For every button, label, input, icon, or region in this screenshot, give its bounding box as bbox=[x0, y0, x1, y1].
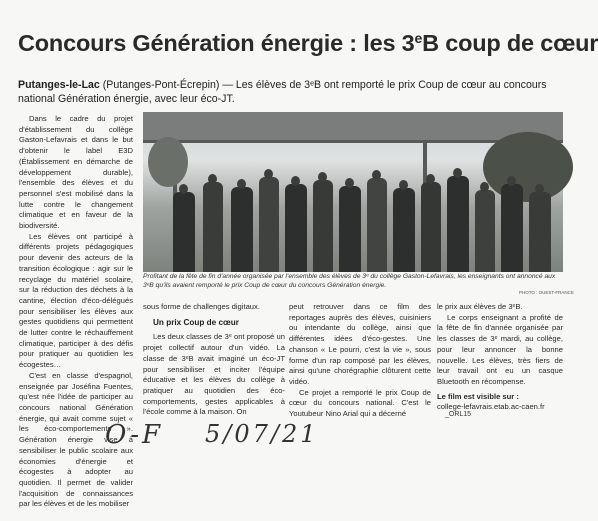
headline-text: Concours Génération énergie : les 3 bbox=[18, 30, 415, 56]
paragraph: le prix aux élèves de 3ᵉB. bbox=[437, 302, 523, 311]
handwritten-date: 5/07/21 bbox=[205, 420, 319, 448]
headline-text-end: B coup de cœur bbox=[422, 30, 598, 56]
lede-text: — Les élèves de 3ᵉB ont remporté le prix Coup de cœur au concours national Génération énergie, avec leur éco-JT. bbox=[18, 79, 547, 105]
film-url: college-lefavrais.etab.ac-caen.fr bbox=[437, 402, 545, 412]
paragraph: Les élèves ont participé à différents projets pédagogiques pour devenir des acteurs de la transition écologique : agir sur le recyclage du matériel scolaire, sur la réduction des déchets à la cantine, élection d'éco-délégués pour sensibiliser les élèves aux gestes quotidiens qui permettent de lutter contre le réchauffement climatique, participer à des défis pour pratiquer au quotidien les écogestes… bbox=[19, 231, 133, 370]
paragraph: Dans le cadre du projet d'établissement du collège Gaston-Lefavrais et dans le but d'obtenir le label E3D (Établissement en démarche de développement durable), l'ensemble des élèves et du personnel s'est mobilisé dans la lutte contre le changement climatique et en faveur de la biodiversité. bbox=[19, 114, 133, 231]
section-subheading: Un prix Coup de cœur bbox=[153, 317, 239, 327]
paragraph: Le corps enseignant a profité de la fête de fin d'année organisée par les classes de 3ᵉ mardi, au collège, pour leur annoncer la bonne nouvelle. Les élèves, très fiers de leur travail ont eu un casque Bluetooth en récompense. bbox=[437, 312, 563, 386]
film-label: Le film est visible sur : bbox=[437, 391, 519, 401]
article-column-2 bbox=[143, 302, 285, 418]
paragraph: peut retrouver dans ce film des reportages auprès des élèves, cuisiniers ou intendante du collège, ainsi que différentes idées d'éco-gestes. Une chanson « Le pourri, c'est la vie », sous forme d'un rap composé par les élèves, ainsi qu'une chorégraphie clôturent cette vidéo. bbox=[289, 302, 431, 386]
reference-code: _ORL15 bbox=[445, 411, 472, 418]
photo-credit: PHOTO : OUEST-FRANCE bbox=[519, 290, 574, 295]
headline-superscript: e bbox=[414, 30, 423, 46]
paragraph: Les deux classes de 3ᵉ ont proposé un projet collectif autour d'un vidéo. La classe de 3ᵉB avait imaginé un éco-JT pour sensibiliser et inciter l'équipe éducative et les élèves du collège à pratiquer au quotidien des éco-comportements, gestes applicables à l'école comme à la maison. On bbox=[143, 332, 285, 417]
photo-caption: Profitant de la fête de fin d'année organisée par l'ensemble des élèves de 3ᵉ du collège Gaston-Lefavrais, les enseignants ont annoncé aux 3ᵉB qu'ils avaient remporté le prix Coup de cœur du concours Génération énergie. bbox=[143, 273, 556, 289]
dateline-place: Putanges-le-Lac bbox=[18, 79, 100, 91]
article-column-3 bbox=[289, 302, 431, 420]
paragraph: Ce projet a remporté le prix Coup de cœur du concours national. C'est le Youtubeur Nino Arial qui a décerné bbox=[289, 387, 431, 419]
dateline-parens: (Putanges-Pont-Écrepin) bbox=[102, 79, 220, 91]
handwritten-source: O-F bbox=[105, 420, 164, 450]
article-column-4 bbox=[437, 302, 563, 413]
paragraph: sous forme de challenges digitaux. bbox=[143, 302, 260, 311]
article-lede bbox=[18, 78, 563, 106]
paragraph: C'est en classe d'espagnol, enseignée par Joséfina Fuentes, qu'est née l'idée de participer au concours national Génération énergie, qui avait comme sujet « les éco-comportements ». Génération énergie vise à sensibiliser le public scolaire aux économies d'énergie et écogestes à adopter au quotidien. Il permet de valider l'acquisition de connaissances par les élèves et de les mobiliser bbox=[19, 370, 133, 509]
article-column-1 bbox=[19, 114, 133, 510]
article-headline bbox=[18, 30, 598, 57]
article-photo bbox=[143, 112, 563, 272]
